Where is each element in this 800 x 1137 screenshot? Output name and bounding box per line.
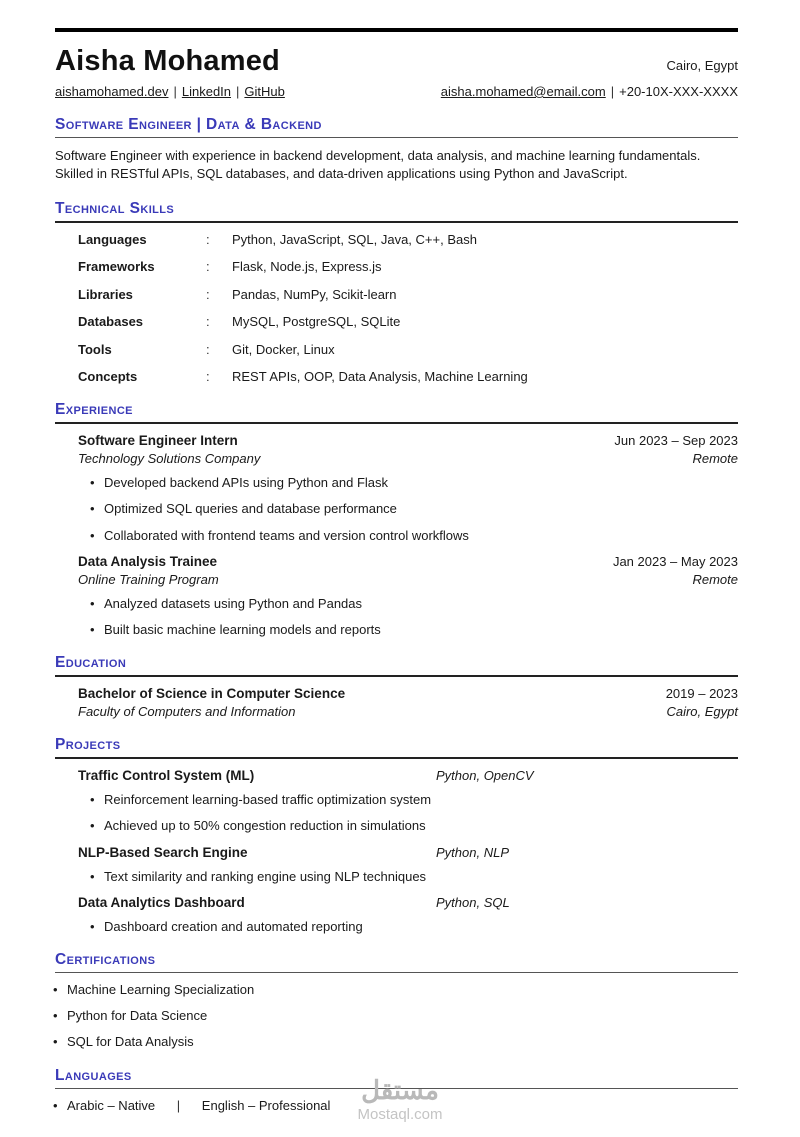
job-title: Software Engineer Intern bbox=[78, 433, 238, 449]
project-title: NLP-Based Search Engine bbox=[78, 844, 248, 860]
website-link[interactable]: aishamohamed.dev bbox=[55, 84, 169, 99]
job-location: Remote bbox=[692, 451, 738, 467]
certifications-heading: Certifications bbox=[55, 951, 738, 973]
skill-label: Concepts bbox=[78, 369, 138, 385]
faculty-name: Faculty of Computers and Information bbox=[78, 704, 296, 720]
job-bullets bbox=[90, 596, 738, 638]
education-entry-right bbox=[666, 686, 738, 719]
bullet-item: • Built basic machine learning models and reports bbox=[90, 622, 738, 638]
job-dates: Jan 2023 – May 2023 bbox=[612, 553, 738, 569]
section-certifications bbox=[55, 951, 738, 1050]
education-entry bbox=[78, 686, 738, 719]
skill-value: Flask, Node.js, Express.js bbox=[232, 259, 382, 275]
section-technical-skills bbox=[55, 200, 738, 385]
project-head bbox=[78, 768, 738, 783]
languages-heading: Languages bbox=[55, 1067, 738, 1089]
watermark-domain-text: Mostaql.com bbox=[357, 1106, 443, 1123]
github-link[interactable]: GitHub bbox=[244, 84, 285, 99]
education-entry-head bbox=[78, 686, 738, 719]
experience-entry bbox=[78, 554, 738, 638]
name-row bbox=[55, 45, 738, 78]
top-rule bbox=[55, 28, 738, 32]
experience-entry-right bbox=[613, 554, 738, 587]
language-english: English – Professional bbox=[201, 1098, 331, 1113]
skill-value: REST APIs, OOP, Data Analysis, Machine Learning bbox=[232, 369, 528, 385]
project-bullets bbox=[90, 919, 738, 935]
education-entry-left bbox=[78, 686, 345, 719]
certification-item: • SQL for Data Analysis bbox=[53, 1034, 738, 1050]
location: Cairo, Egypt bbox=[666, 58, 738, 73]
separator: | bbox=[236, 84, 240, 99]
job-location: Remote bbox=[692, 571, 738, 587]
bullet-item: • Dashboard creation and automated reporting bbox=[90, 919, 738, 935]
bullet-item: • Text similarity and ranking engine using NLP techniques bbox=[90, 869, 738, 885]
resume-header bbox=[55, 45, 738, 99]
project-tech: Python, OpenCV bbox=[436, 768, 534, 784]
bullet-item: • Optimized SQL queries and database performance bbox=[90, 501, 738, 517]
skill-colon: : bbox=[206, 231, 210, 247]
project-title: Data Analytics Dashboard bbox=[78, 894, 245, 910]
experience-entry bbox=[78, 433, 738, 543]
company-name: Online Training Program bbox=[78, 571, 219, 587]
contact-row bbox=[55, 84, 738, 99]
bullet-item: • Achieved up to 50% congestion reduction in simulations bbox=[90, 818, 738, 834]
contact-left bbox=[55, 84, 285, 99]
experience-entry-left bbox=[78, 433, 260, 466]
project-tech: Python, NLP bbox=[436, 844, 509, 860]
project-title: Traffic Control System (ML) bbox=[78, 768, 255, 784]
skill-colon: : bbox=[206, 314, 210, 330]
contact-right bbox=[441, 84, 738, 99]
certifications-list bbox=[53, 982, 738, 1050]
separator: | bbox=[176, 1098, 181, 1113]
skill-value: Pandas, NumPy, Scikit-learn bbox=[232, 286, 397, 302]
section-experience bbox=[55, 401, 738, 637]
language-arabic: Arabic – Native bbox=[67, 1098, 156, 1113]
section-projects bbox=[55, 736, 738, 934]
watermark bbox=[0, 1076, 800, 1123]
skill-value: Git, Docker, Linux bbox=[232, 341, 335, 357]
bullet-item: • Developed backend APIs using Python and Flask bbox=[90, 475, 738, 491]
linkedin-link[interactable]: LinkedIn bbox=[181, 84, 232, 99]
skills-heading: Technical Skills bbox=[55, 200, 738, 223]
separator: | bbox=[173, 84, 177, 99]
project-bullets bbox=[90, 792, 738, 834]
experience-entry-head bbox=[78, 554, 738, 587]
profile-summary: Software Engineer with experience in backend development, data analysis, and machine learning fundamentals. Skilled in RESTful APIs, SQL databases, and data-driven applications using Python and JavaScript. bbox=[55, 148, 701, 181]
separator: | bbox=[610, 84, 615, 99]
skill-label: Databases bbox=[78, 314, 144, 330]
profile-heading: Software Engineer | Data & Backend bbox=[55, 116, 738, 138]
bullet-item: • Collaborated with frontend teams and version control workflows bbox=[90, 528, 738, 544]
bullet-item: • Analyzed datasets using Python and Pandas bbox=[90, 596, 738, 612]
candidate-name: Aisha Mohamed bbox=[55, 45, 280, 77]
project-head bbox=[78, 895, 738, 910]
certification-item: • Python for Data Science bbox=[53, 1008, 738, 1024]
project-head bbox=[78, 845, 738, 860]
email-link[interactable]: aisha.mohamed@email.com bbox=[440, 84, 606, 99]
experience-entry-head bbox=[78, 433, 738, 466]
skill-label: Languages bbox=[78, 231, 147, 247]
experience-entry-right bbox=[614, 433, 738, 466]
section-profile bbox=[55, 116, 738, 183]
skill-value: Python, JavaScript, SQL, Java, C++, Bash bbox=[232, 231, 477, 247]
skill-label: Libraries bbox=[78, 286, 133, 302]
skill-colon: : bbox=[206, 369, 210, 385]
skill-colon: : bbox=[206, 286, 210, 302]
phone-number: +20-10X-XXX-XXXX bbox=[619, 84, 738, 99]
section-education bbox=[55, 654, 738, 719]
skill-value: MySQL, PostgreSQL, SQLite bbox=[232, 314, 401, 330]
project-bullets bbox=[90, 869, 738, 885]
project-tech: Python, SQL bbox=[436, 894, 510, 910]
company-name: Technology Solutions Company bbox=[78, 451, 261, 467]
watermark-arabic-text: مستقل bbox=[361, 1075, 439, 1106]
education-location: Cairo, Egypt bbox=[666, 704, 738, 720]
experience-heading: Experience bbox=[55, 401, 738, 424]
skill-label: Tools bbox=[78, 341, 112, 357]
experience-entry-left bbox=[78, 554, 219, 587]
degree-title: Bachelor of Science in Computer Science bbox=[78, 686, 346, 702]
skill-label: Frameworks bbox=[78, 259, 155, 275]
skill-colon: : bbox=[206, 341, 210, 357]
education-dates: 2019 – 2023 bbox=[665, 686, 738, 702]
job-bullets bbox=[90, 475, 738, 543]
skill-colon: : bbox=[206, 259, 210, 275]
job-title: Data Analysis Trainee bbox=[78, 553, 218, 569]
education-heading: Education bbox=[55, 654, 738, 677]
job-dates: Jun 2023 – Sep 2023 bbox=[614, 433, 738, 449]
certification-item: • Machine Learning Specialization bbox=[53, 982, 738, 998]
skills-table bbox=[78, 232, 738, 385]
bullet-item: • Reinforcement learning-based traffic optimization system bbox=[90, 792, 738, 808]
projects-heading: Projects bbox=[55, 736, 738, 759]
